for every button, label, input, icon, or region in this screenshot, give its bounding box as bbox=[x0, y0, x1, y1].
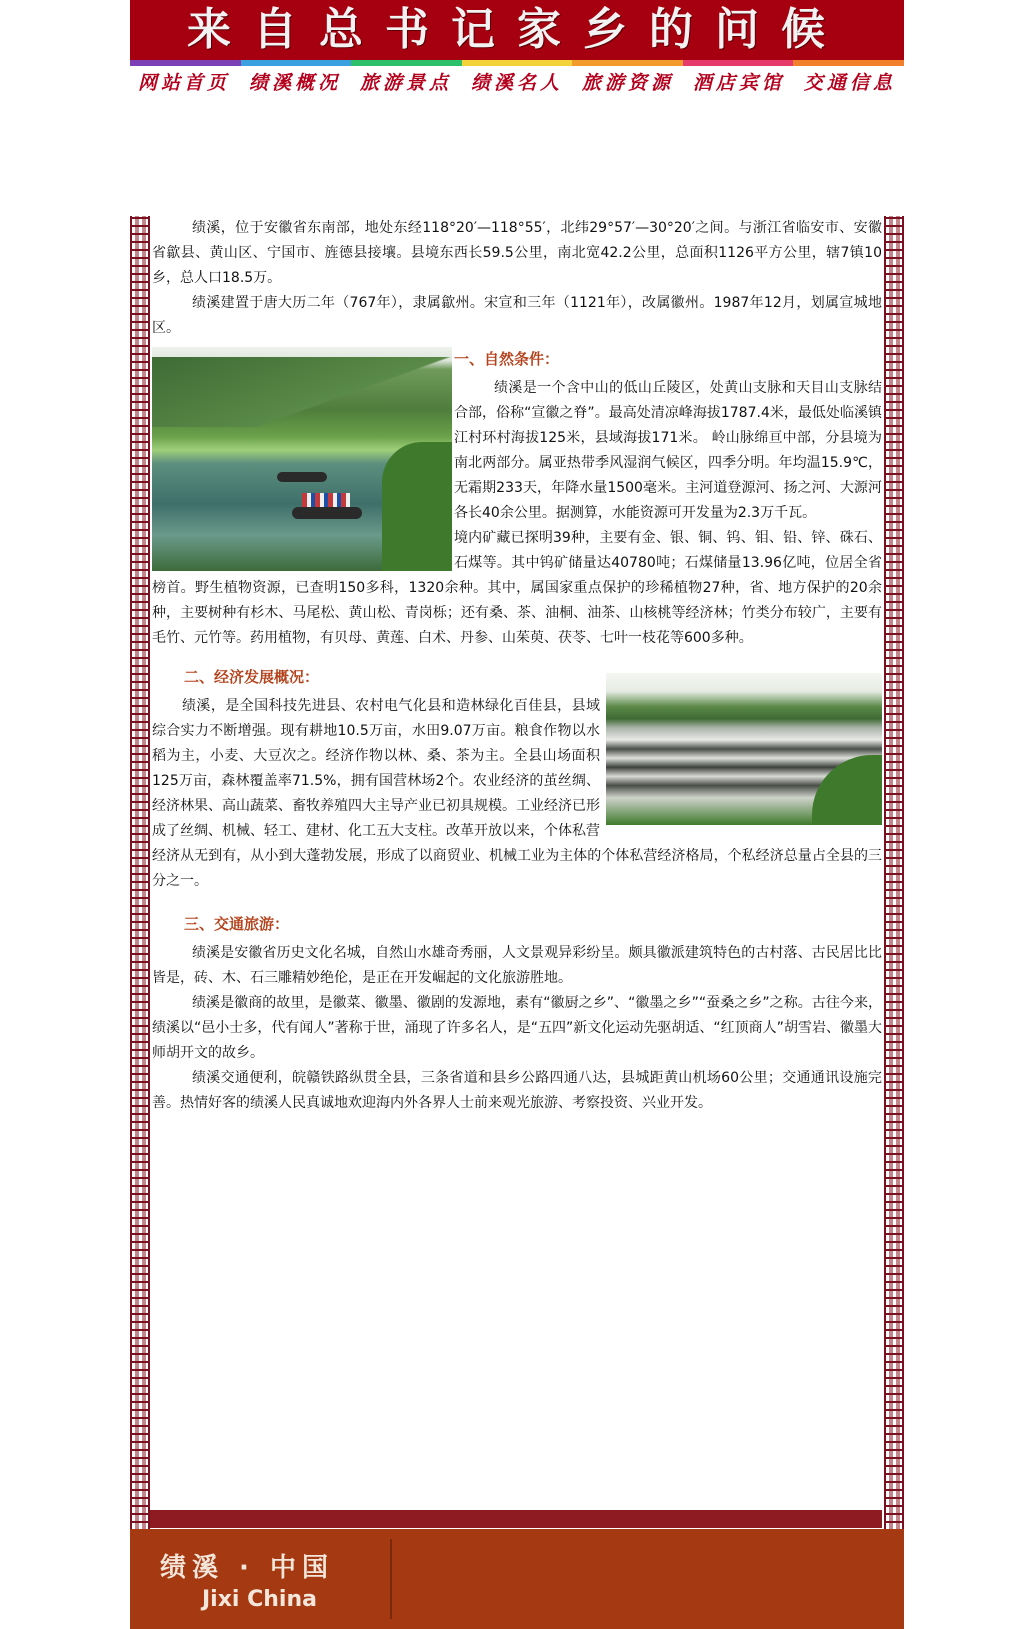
nav-transport[interactable]: 交通信息 bbox=[803, 72, 896, 94]
section-heading-tourism: 三、交通旅游： bbox=[184, 915, 290, 933]
footer-divider bbox=[390, 1539, 392, 1619]
stripe-7 bbox=[793, 60, 904, 66]
village-houses-photo bbox=[606, 673, 882, 825]
nav-home[interactable]: 网站首页 bbox=[138, 72, 231, 94]
nav-resources[interactable]: 旅游资源 bbox=[581, 72, 674, 94]
stripe-1 bbox=[130, 60, 241, 66]
footer-logo-english: Jixi China bbox=[202, 1587, 317, 1612]
header-banner bbox=[130, 0, 904, 62]
stripe-6 bbox=[683, 60, 794, 66]
river-landscape-photo bbox=[152, 347, 452, 571]
economy-paragraph: 绩溪，是全国科技先进县、农村电气化县和造林绿化百佳县，县域综合实力不断增强。现有耕地10.5万亩，水田9.07万亩。粮食作物以水稻为主，小麦、大豆次之。经济作物以林、桑、茶为主。全县山场面积125万亩，森林覆盖率71.5%，拥有国营林场2个。农业经济的茧丝绸、经济林果、高山蔬菜、畜牧养殖四大主导产业已初具规模。工业经济已形成了丝绸、机械、轻工、建材、化工五大支柱。改革开放以来，个体私营经济从无到有，从小到大蓬勃发展，形成了以商贸业、机械工业为主体的个体私营经济格局，个私经济总量占全县的三分之一。 bbox=[152, 698, 882, 889]
color-stripe bbox=[130, 60, 904, 66]
nature-paragraph-1: 绩溪是一个含中山的低山丘陵区，处黄山支脉和天目山支脉结合部，俗称“宣徽之脊”。最高处清凉峰海拔1787.4米，最低处临溪镇江村环村海拔125米，县域海拔171米。 岭山脉绵亘中部，分县境为南北两部分。属亚热带季风湿润气候区，四季分明。年均温15.9℃，无霜期233天，年降水量1500毫米。主河道登源河、扬之河、大源河各长40余公里。据测算，水能资源可开发量为2.3万千瓦。 bbox=[454, 380, 882, 521]
section-heading-nature: 一、自然条件： bbox=[454, 350, 560, 368]
footer-band bbox=[150, 1510, 882, 1528]
footer-logo-chinese: 绩溪 · 中国 bbox=[160, 1553, 334, 1583]
stripe-2 bbox=[241, 60, 352, 66]
tourism-paragraph-1: 绩溪是安徽省历史文化名城，自然山水雄奇秀丽，人文景观异彩纷呈。颇具徽派建筑特色的古村落、古民居比比皆是，砖、木、石三雕精妙绝伦，是正在开发崛起的文化旅游胜地。 bbox=[152, 945, 882, 986]
nav-celebrities[interactable]: 绩溪名人 bbox=[470, 72, 563, 94]
tourism-paragraph-3: 绩溪交通便利，皖赣铁路纵贯全县，三条省道和县乡公路四通八达，县城距黄山机场60公里；交通通讯设施完善。热情好客的绩溪人民真诚地欢迎海内外各界人士前来观光旅游、考察投资、兴业开发。 bbox=[152, 1070, 882, 1111]
nav-hotels[interactable]: 酒店宾馆 bbox=[692, 72, 785, 94]
stripe-3 bbox=[351, 60, 462, 66]
footer bbox=[130, 1529, 904, 1629]
intro-paragraph-2: 绩溪建置于唐大历二年（767年），隶属歙州。宋宣和三年（1121年），改属徽州。1987年12月，划属宣城地区。 bbox=[152, 295, 882, 336]
site-title: 来自总书记家乡的问候 bbox=[187, 4, 847, 55]
intro-paragraph-1: 绩溪，位于安徽省东南部，地处东经118°20′—118°55′，北纬29°57′—30°20′之间。与浙江省临安市、安徽省歙县、黄山区、宁国市、旌德县接壤。县境东西长59.5公里，南北宽42.2公里，总面积1126平方公里，辖7镇10乡，总人口18.5万。 bbox=[152, 220, 882, 286]
stripe-5 bbox=[572, 60, 683, 66]
tourism-paragraph-2: 绩溪是徽商的故里，是徽菜、徽墨、徽剧的发源地，素有“徽厨之乡”、“徽墨之乡”“蚕桑之乡”之称。古往今来，绩溪以“邑小士多，代有闻人”著称于世，涌现了许多名人，是“五四”新文化运动先驱胡适、“红顶商人”胡雪岩、徽墨大师胡开文的故乡。 bbox=[152, 995, 882, 1061]
right-ornamental-border bbox=[884, 216, 904, 1531]
content-frame bbox=[130, 216, 904, 1531]
nav-attractions[interactable]: 旅游景点 bbox=[359, 72, 452, 94]
article-body bbox=[152, 216, 882, 1116]
stripe-4 bbox=[462, 60, 573, 66]
left-ornamental-border bbox=[130, 216, 150, 1531]
section-heading-economy: 二、经济发展概况： bbox=[184, 668, 320, 686]
nature-paragraph-2: 境内矿藏已探明39种，主要有金、银、铜、钨、钼、铅、锌、硃石、石煤等。其中钨矿储量达40780吨；石煤储量13.96亿吨，位居全省榜首。野生植物资源，已查明150多科，1320余种。其中，属国家重点保护的珍稀植物27种，省、地方保护的20余种，主要树种有杉木、马尾松、黄山松、青岗栎；还有桑、茶、油桐、油茶、山核桃等经济林；竹类分布较广，主要有毛竹、元竹等。药用植物，有贝母、黄莲、白术、丹参、山茱萸、茯苓、七叶一枝花等600多种。 bbox=[152, 530, 882, 646]
nav-overview[interactable]: 绩溪概况 bbox=[248, 72, 341, 94]
main-nav bbox=[130, 68, 904, 98]
